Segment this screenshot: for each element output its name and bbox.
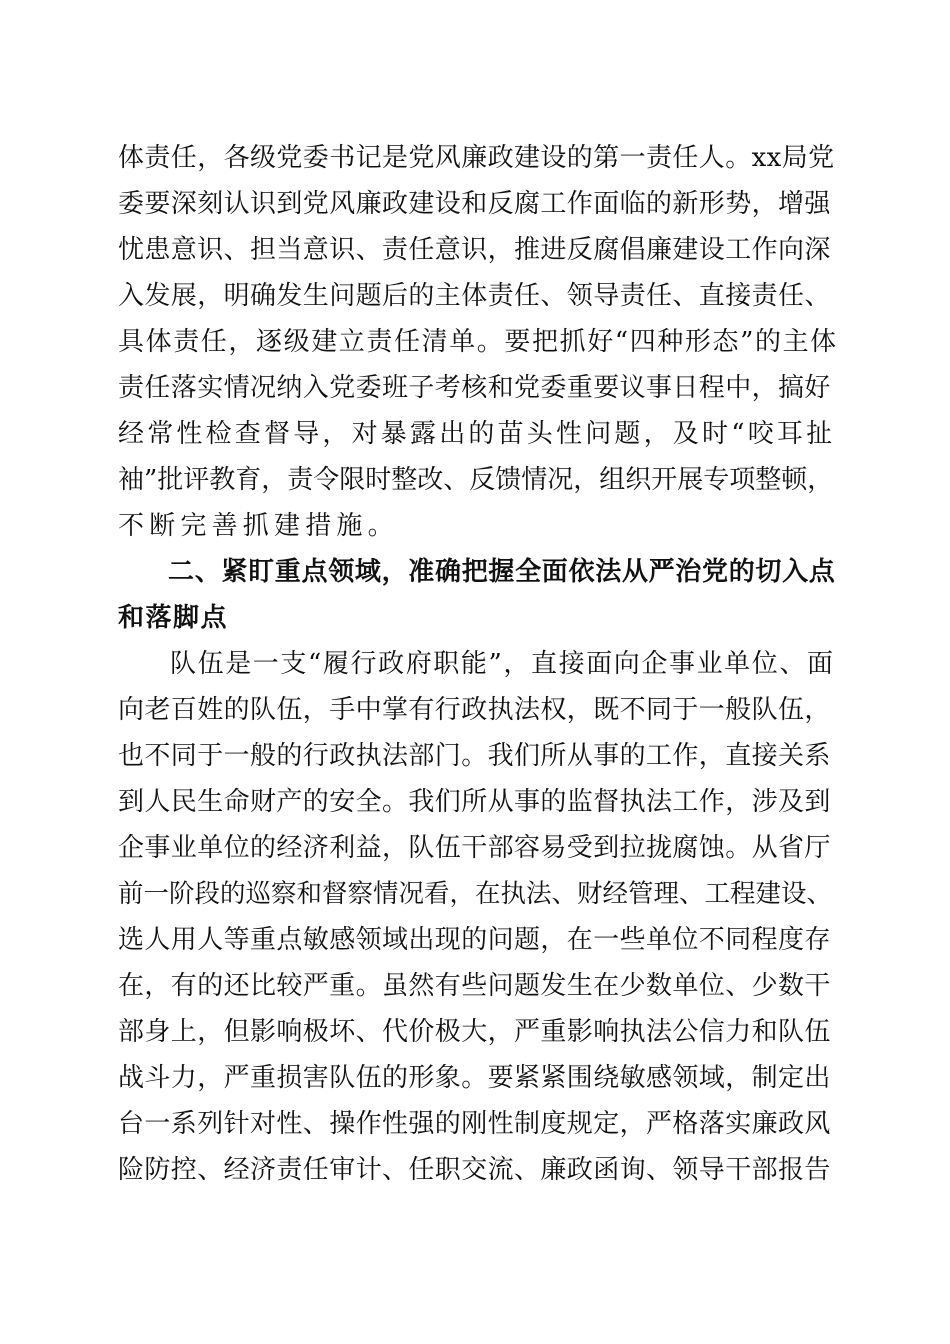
paragraph-1-line-9: 不断完善抓建措施。	[118, 511, 399, 541]
paragraph-2-line-5: 企事业单位的经济利益，队伍干部容易受到拉拢腐蚀。从省厅	[118, 833, 831, 863]
paragraph-1-line-8: 袖”批评教育，责令限时整改、反馈情况，组织开展专项整顿，	[118, 465, 834, 495]
paragraph-1-line-3: 忧患意识、担当意识、责任意识，推进反腐倡廉建设工作向深	[118, 235, 831, 265]
paragraph-2-line-3: 也不同于一般的行政执法部门。我们所从事的工作，直接关系	[118, 741, 831, 771]
section-heading-line-1: 二、紧盯重点领域，准确把握全面依法从严治党的切入点	[168, 557, 836, 587]
paragraph-2-line-8: 在，有的还比较严重。虽然有些问题发生在少数单位、少数干	[118, 971, 831, 1001]
paragraph-2-line-7: 选人用人等重点敏感领域出现的问题，在一些单位不同程度存	[118, 925, 831, 955]
paragraph-2-line-12: 险防控、经济责任审计、任职交流、廉政函询、领导干部报告	[118, 1155, 831, 1185]
paragraph-2-line-11: 台一系列针对性、操作性强的刚性制度规定，严格落实廉政风	[118, 1109, 831, 1139]
paragraph-2-line-4: 到人民生命财产的安全。我们所从事的监督执法工作，涉及到	[118, 787, 831, 817]
paragraph-1-line-5: 具体责任，逐级建立责任清单。要把抓好“四种形态”的主体	[118, 327, 838, 357]
paragraph-2-line-9: 部身上，但影响极坏、代价极大，严重影响执法公信力和队伍	[118, 1017, 831, 1047]
paragraph-2-line-1: 队伍是一支“履行政府职能”，直接面向企事业单位、面	[170, 649, 835, 679]
paragraph-1-line-6: 责任落实情况纳入党委班子考核和党委重要议事日程中，搞好	[118, 373, 831, 403]
paragraph-1-line-4: 入发展，明确发生问题后的主体责任、领导责任、直接责任、	[118, 281, 831, 311]
paragraph-2-line-6: 前一阶段的巡察和督察情况看，在执法、财经管理、工程建设、	[118, 879, 833, 909]
paragraph-2-line-2: 向老百姓的队伍，手中掌有行政执法权，既不同于一般队伍，	[118, 695, 831, 725]
section-heading-line-2: 和落脚点	[118, 603, 229, 633]
paragraph-1-line-2: 委要深刻认识到党风廉政建设和反腐工作面临的新形势，增强	[118, 189, 831, 219]
paragraph-1-line-7: 经常性检查督导，对暴露出的苗头性问题，及时“咬耳扯	[118, 419, 836, 449]
paragraph-2-line-10: 战斗力，严重损害队伍的形象。要紧紧围绕敏感领域，制定出	[118, 1063, 831, 1093]
paragraph-1-line-1: 体责任，各级党委书记是党风廉政建设的第一责任人。xx局党	[118, 143, 835, 173]
